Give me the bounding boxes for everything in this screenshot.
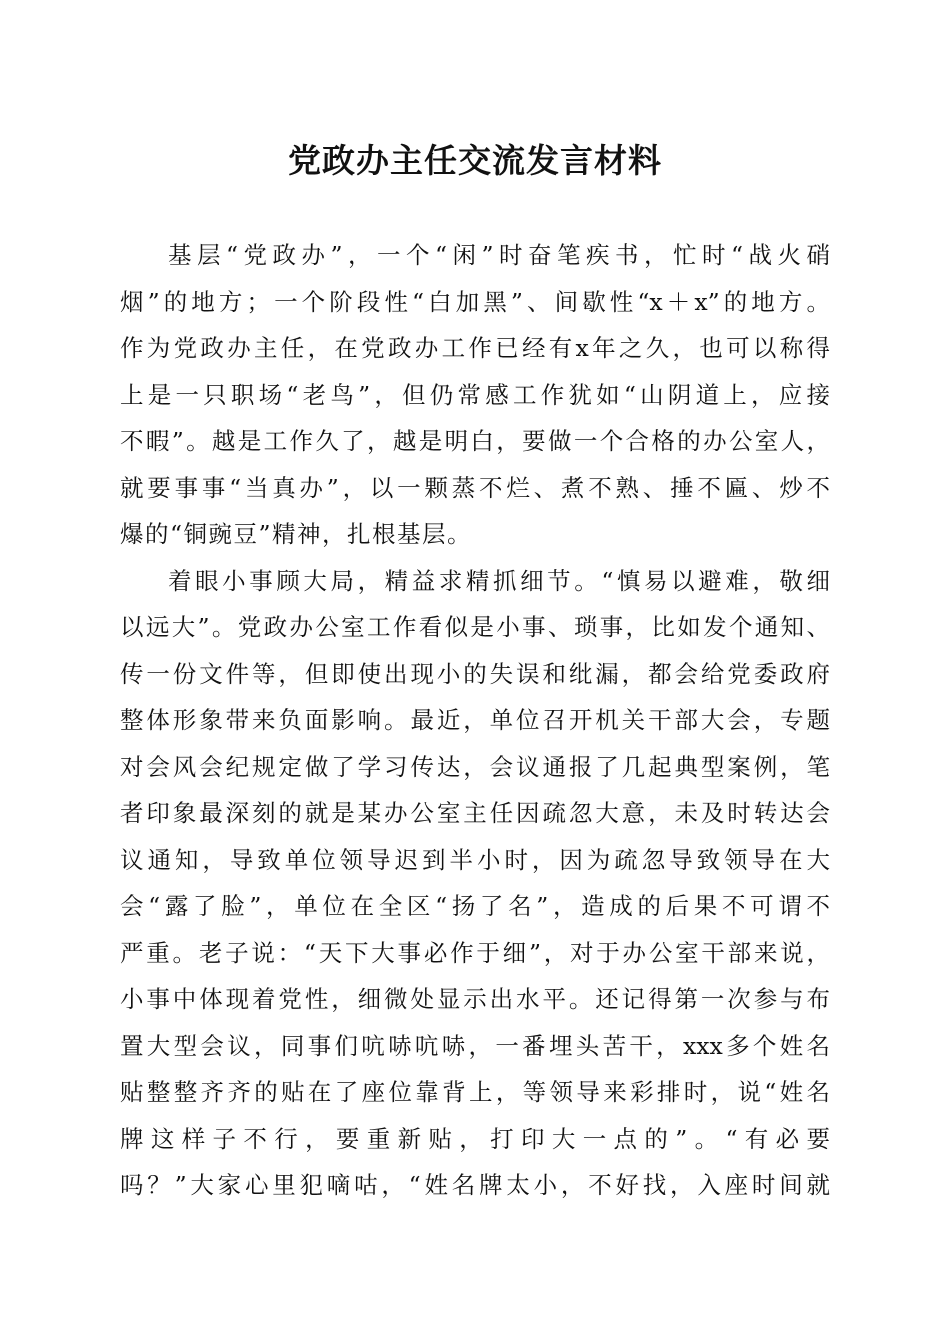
paragraph-2-line: 对会风会纪规定做了学习传达，会议通报了几起典型案例，笔: [120, 752, 830, 781]
paragraph-1-line: 上是一只职场“老鸟”，但仍常感工作犹如“山阴道上，应接: [120, 380, 830, 409]
paragraph-2-line: 小事中体现着党性，细微处显示出水平。还记得第一次参与布: [120, 985, 830, 1013]
paragraph-1-line: 基层“党政办”，一个“闲”时奋笔疾书，忙时“战火硝: [168, 241, 830, 269]
paragraph-2-line: 者印象最深刻的就是某办公室主任因疏忽大意，未及时转达会: [120, 799, 830, 827]
paragraph-2-line: 整体形象带来负面影响。最近，单位召开机关干部大会，专题: [120, 706, 830, 734]
paragraph-2-line: 置大型会议，同事们吭哧吭哧，一番埋头苦干，xxx多个姓名: [120, 1031, 830, 1060]
paragraph-2-line: 牌这样子不行，要重新贴，打印大一点的”。“有必要: [120, 1124, 830, 1153]
paragraph-1-line: 不暇”。越是工作久了，越是明白，要做一个合格的办公室人，: [120, 427, 830, 455]
paragraph-1-line: 作为党政办主任，在党政办工作已经有x年之久，也可以称得: [120, 334, 830, 362]
paragraph-2-line: 议通知，导致单位领导迟到半小时，因为疏忽导致领导在大: [120, 845, 830, 874]
paragraph-2-line: 吗？”大家心里犯嘀咕，“姓名牌太小，不好找，入座时间就: [120, 1171, 830, 1199]
paragraph-2-line: 以远大”。党政办公室工作看似是小事、琐事，比如发个通知、: [120, 613, 830, 641]
paragraph-1-line: 就要事事“当真办”，以一颗蒸不烂、煮不熟、捶不匾、炒不: [120, 473, 830, 502]
paragraph-1-line: 爆的“铜豌豆”精神，扎根基层。: [120, 520, 473, 548]
document-title: 党政办主任交流发言材料: [288, 141, 662, 180]
paragraph-2-line: 着眼小事顾大局，精益求精抓细节。“慎易以避难，敬细: [168, 566, 830, 595]
paragraph-2-line: 传一份文件等，但即使出现小的失误和纰漏，都会给党委政府: [120, 659, 830, 688]
paragraph-2-line: 会“露了脸”，单位在全区“扬了名”，造成的后果不可谓不: [120, 892, 830, 920]
paragraph-2-line: 贴整整齐齐的贴在了座位靠背上，等领导来彩排时，说“姓名: [120, 1078, 830, 1106]
document-body: [120, 232, 830, 1209]
paragraph-2-line: 严重。老子说：“天下大事必作于细”，对于办公室干部来说，: [120, 938, 830, 967]
paragraph-1-line: 烟”的地方；一个阶段性“白加黑”、间歇性“x＋x”的地方。: [120, 287, 830, 316]
